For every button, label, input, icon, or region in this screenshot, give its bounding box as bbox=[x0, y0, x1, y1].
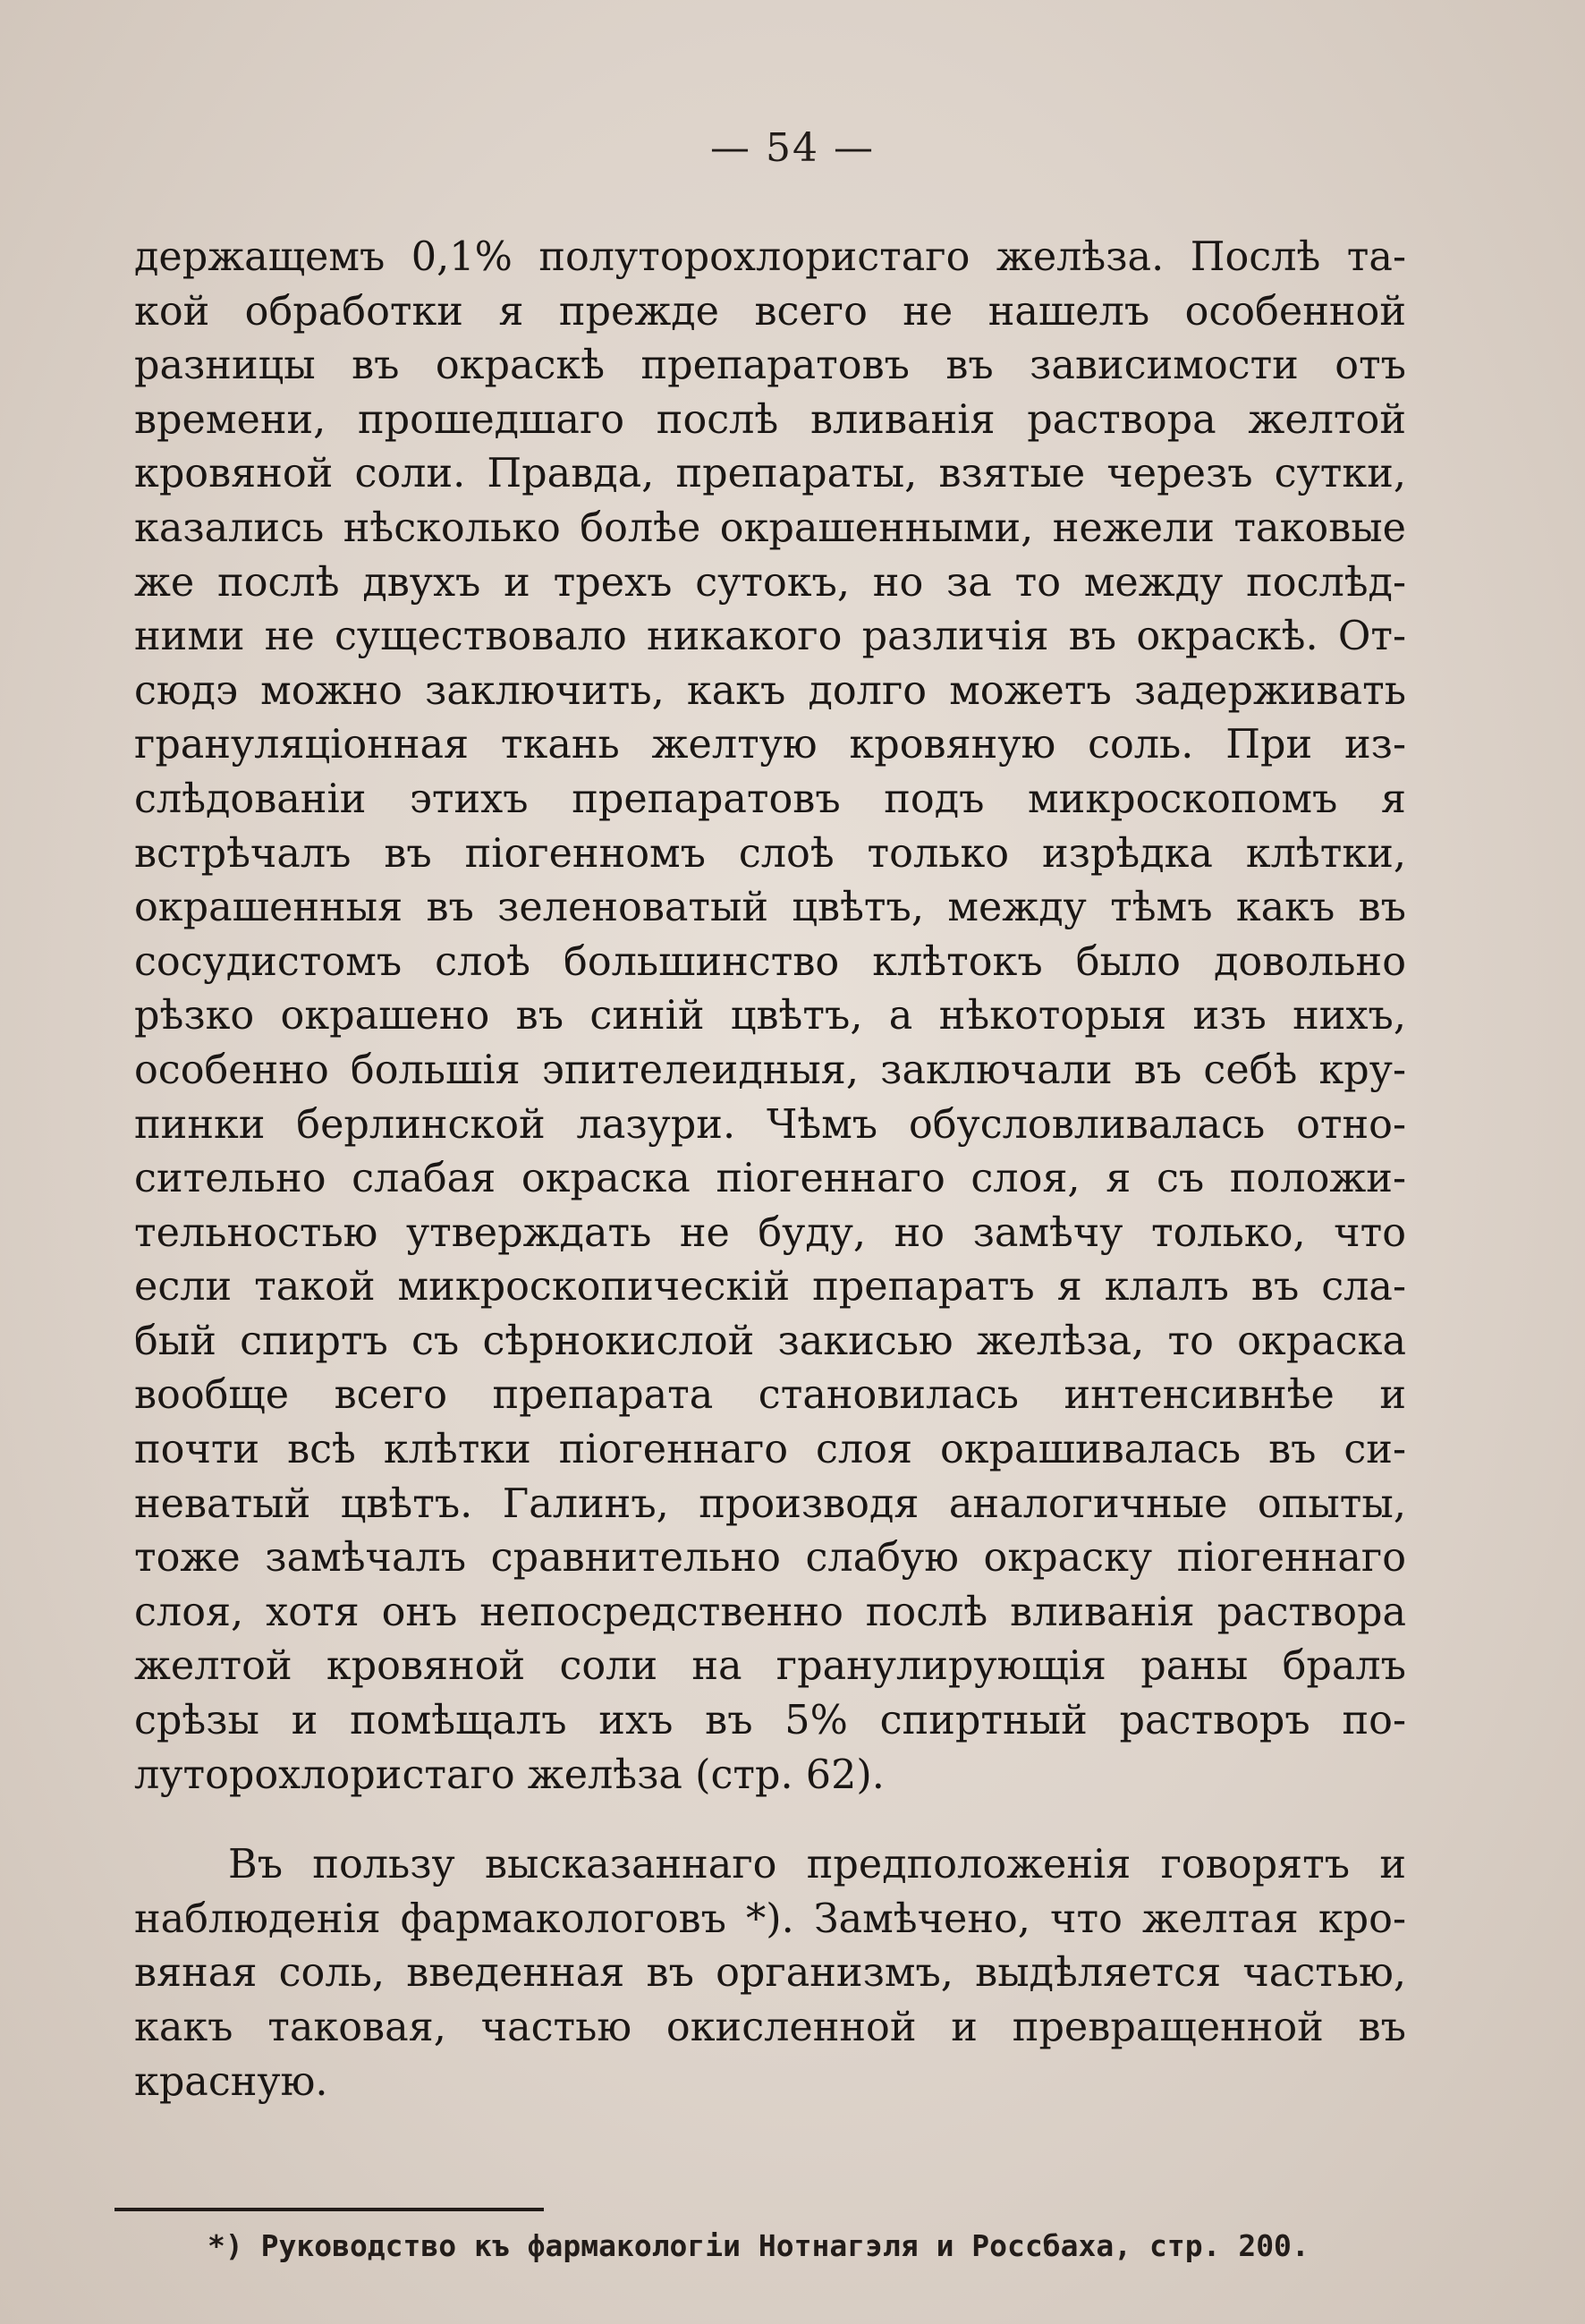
text-line: грануляціонная ткань желтую кровяную соль. При из- bbox=[134, 722, 1406, 768]
text-line: сюдэ можно заключить, какъ долго можетъ задерживать bbox=[134, 667, 1406, 714]
text-line: бый спиртъ съ сѣрнокислой закисью желѣза, то окраска bbox=[134, 1318, 1406, 1364]
text-line: же послѣ двухъ и трехъ сутокъ, но за то между послѣд- bbox=[134, 559, 1406, 606]
text-line: рѣзко окрашено въ синій цвѣтъ, а нѣкоторыя изъ нихъ, bbox=[134, 993, 1406, 1039]
paragraph-2 bbox=[134, 1838, 1406, 2109]
paragraph-1 bbox=[134, 231, 1406, 1802]
text-line: почти всѣ клѣтки піогеннаго слоя окрашивалась въ си- bbox=[134, 1427, 1406, 1473]
text-line: кой обработки я прежде всего не нашелъ особенной bbox=[134, 288, 1406, 335]
text-line: держащемъ 0,1% полуторохлористаго желѣза. Послѣ та- bbox=[134, 234, 1406, 280]
paragraph-spacer bbox=[134, 1802, 1406, 1838]
text-line: ними не существовало никакого различія въ окраскѣ. От- bbox=[134, 614, 1406, 660]
page-number: — 54 — bbox=[710, 125, 875, 171]
text-line: кровяной соли. Правда, препараты, взятые черезъ сутки, bbox=[134, 451, 1406, 497]
text-line: сительно слабая окраска піогеннаго слоя, я съ положи- bbox=[134, 1156, 1406, 1202]
text-line: особенно большія эпителеидныя, заключали въ себѣ кру- bbox=[134, 1047, 1406, 1093]
text-line: какъ таковая, частью окисленной и превращенной въ bbox=[134, 2005, 1406, 2050]
text-line: разницы въ окраскѣ препаратовъ въ зависимости отъ bbox=[134, 343, 1406, 389]
text-line: слѣдованіи этихъ препаратовъ подъ микроскопомъ я bbox=[134, 776, 1406, 822]
text-line: красную. bbox=[134, 2058, 328, 2105]
body-text bbox=[134, 231, 1406, 2109]
text-line: пинки берлинской лазури. Чѣмъ обусловливалась отно- bbox=[134, 1101, 1406, 1148]
text-line: окрашенныя въ зеленоватый цвѣтъ, между тѣмъ какъ въ bbox=[134, 885, 1406, 931]
text-line: неватый цвѣтъ. Галинъ, производя аналогичные опыты, bbox=[134, 1480, 1406, 1527]
text-line: сосудистомъ слоѣ большинство клѣтокъ было довольно bbox=[134, 938, 1406, 985]
text-line: тоже замѣчалъ сравнительно слабую окраску піогеннаго bbox=[134, 1535, 1406, 1582]
text-line: тельностью утверждать не буду, но замѣчу только, что bbox=[134, 1209, 1406, 1256]
text-line: слоя, хотя онъ непосредственно послѣ вливанія раствора bbox=[134, 1589, 1406, 1635]
text-line: казались нѣсколько болѣе окрашенными, нежели таковые bbox=[134, 505, 1406, 551]
text-line: срѣзы и помѣщалъ ихъ въ 5% спиртный растворъ по- bbox=[134, 1698, 1406, 1744]
text-line: желтой кровяной соли на гранулирующія раны бралъ bbox=[134, 1643, 1406, 1690]
text-line: наблюденія фармакологовъ *). Замѣчено, что желтая кро- bbox=[134, 1896, 1406, 1942]
text-line: если такой микроскопическій препаратъ я клалъ въ сла- bbox=[134, 1264, 1406, 1310]
footnote-divider bbox=[114, 2208, 544, 2211]
text-line: вяная соль, введенная въ организмъ, выдѣляется частью, bbox=[134, 1950, 1406, 1997]
text-line: встрѣчалъ въ піогенномъ слоѣ только изрѣдка клѣтки, bbox=[134, 830, 1406, 877]
text-line: Въ пользу высказаннаго предположенія говорятъ и bbox=[228, 1842, 1406, 1888]
text-line: времени, прошедшаго послѣ вливанія раствора желтой bbox=[134, 396, 1406, 443]
text-line: вообще всего препарата становилась интенсивнѣе и bbox=[134, 1372, 1406, 1419]
text-line: луторохлористаго желѣза (стр. 62). bbox=[134, 1751, 885, 1798]
footnote: *) Руководство къ фармакологіи Нотнагэля и Россбаха, стр. 200. bbox=[208, 2228, 1310, 2263]
